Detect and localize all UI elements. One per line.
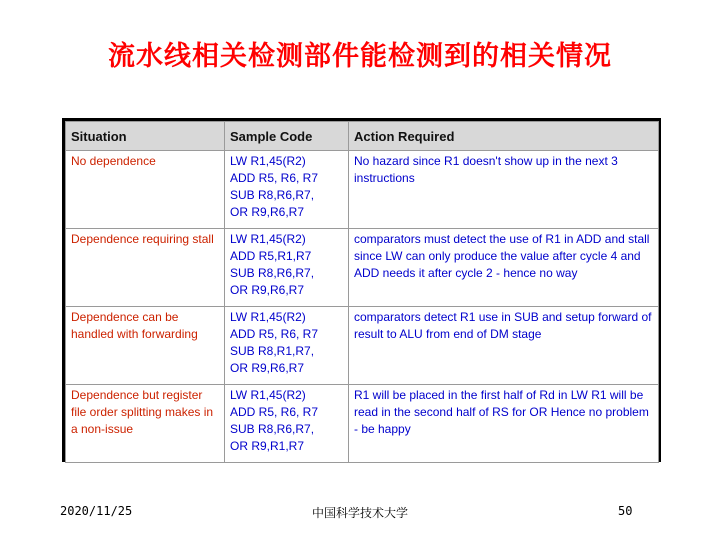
situation-cell: Dependence requiring stall: [66, 229, 225, 307]
action-cell: No hazard since R1 doesn't show up in the next 3 instructions: [349, 151, 659, 229]
table-row: [66, 385, 659, 463]
header-sample-code: Sample Code: [225, 122, 349, 151]
header-action-required: Action Required: [349, 122, 659, 151]
action-cell: comparators detect R1 use in SUB and setup forward of result to ALU from end of DM stage: [349, 307, 659, 385]
action-cell: comparators must detect the use of R1 in ADD and stall since LW can only produce the value after cycle 4 and ADD needs it after cycle 2 - hence no way: [349, 229, 659, 307]
situation-cell: Dependence but register file order splitting makes in a non-issue: [66, 385, 225, 463]
footer-date: 2020/11/25: [60, 504, 133, 518]
hazard-table-frame: [62, 118, 661, 462]
sample-code-cell: LW R1,45(R2) ADD R5, R6, R7 SUB R8,R6,R7, OR R9,R1,R7: [225, 385, 349, 463]
header-situation: Situation: [66, 122, 225, 151]
sample-code-cell: LW R1,45(R2) ADD R5, R6, R7 SUB R8,R1,R7, OR R9,R6,R7: [225, 307, 349, 385]
page-number: 50: [618, 504, 633, 518]
footer-institution: 中国科学技术大学: [311, 506, 408, 520]
sample-code-cell: LW R1,45(R2) ADD R5,R1,R7 SUB R8,R6,R7, OR R9,R6,R7: [225, 229, 349, 307]
situation-cell: Dependence can be handled with forwarding: [66, 307, 225, 385]
table-row: [66, 307, 659, 385]
table-row: [66, 229, 659, 307]
table-header-row: [66, 122, 659, 151]
action-cell: R1 will be placed in the first half of Rd in LW R1 will be read in the second half of RS for OR Hence no problem - be happy: [349, 385, 659, 463]
slide-title: 流水线相关检测部件能检测到的相关情况: [108, 41, 612, 72]
sample-code-cell: LW R1,45(R2) ADD R5, R6, R7 SUB R8,R6,R7, OR R9,R6,R7: [225, 151, 349, 229]
situation-cell: No dependence: [66, 151, 225, 229]
table-row: [66, 151, 659, 229]
hazard-table: [65, 121, 659, 463]
